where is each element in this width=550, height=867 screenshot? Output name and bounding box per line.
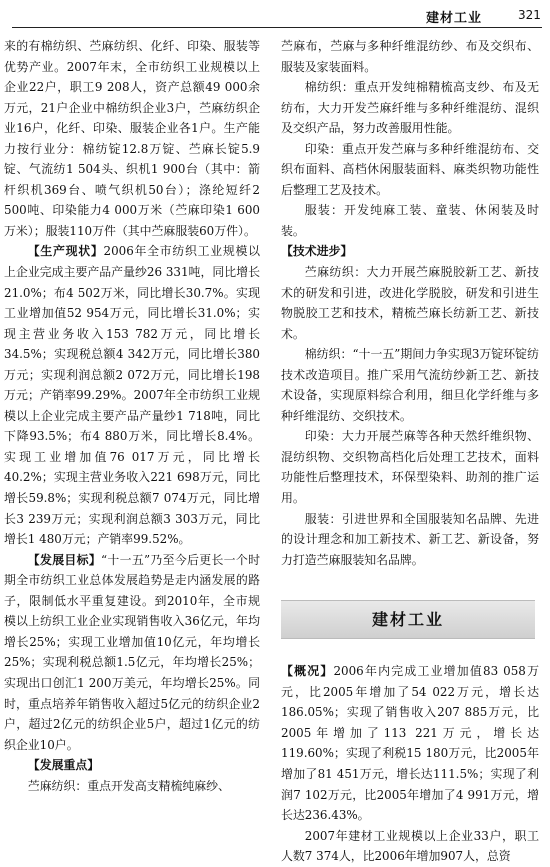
section-title-building-materials: 建材工业 [281,600,535,639]
paragraph-development-goals [4,550,260,755]
heading-tech-progress: 【技术进步】 [281,244,353,259]
paragraph-tech-cotton: 棉纺织：“十一五”期间力争实现3万锭环锭纺技术改造项目。推广采用气流纺纱新工艺、新技术设备，实现原料综合利用，细旦化学纤维与多种纤维混纺、交织技术。 [281,347,539,423]
paragraph-building-overview [281,661,539,825]
paragraph-ramie-continued: 苎麻布，苎麻与多种纤维混纺纱、布及交织布、服装及家装面料。 [281,39,539,74]
paragraph-tech-printing: 印染：大力开展苎麻等各种天然纤维织物、混纺织物、交织物高档化后处理工艺技术，面料功能性后整理技术，环保型染料、助剂的推广运用。 [281,429,539,506]
left-column [4,36,260,796]
paragraph-tech-garments: 服装：引进世界和全国服装知名品牌、先进的设计理念和加工新技术、新工艺、新设备，努力打造苎麻服装知名品牌。 [281,511,539,567]
paragraph-development-focus-heading [4,755,260,776]
paragraph-printing-dyeing: 印染：重点开发苎麻与多种纤维混纺布、交织布面料、高档休闲服装面料、麻类织物功能性后整理工艺及技术。 [281,141,539,197]
paragraph-cotton-textile: 棉纺织：重点开发纯棉精梳高支纱、布及无纺布，大力开发苎麻纤维与多种纤维混纺、混织及交织产品，努力改善服用性能。 [281,80,539,136]
running-title: 建材工业 [426,11,483,26]
paragraph-garments: 服装：开发纯麻工装、童装、休闲装及时装。 [281,203,539,238]
paragraph-ramie-textile: 苎麻纺织：重点开发高支精梳纯麻纱、 [27,778,230,793]
heading-production-status: 【生产现状】 [27,244,104,259]
building-overview-text: 2006年内完成工业增加值83 058万元，比2005年增加了54 022万元，增长达186.05%；实现了销售收入207 885万元，比2005年增加了113 221万元，增长达119.60%；实现了利税15 180万元，比2005年增加了81 451万元，增长达111.5%；实现了利润7 102万元，比2005年增加了4 991万元，增长达236.43%。 [281,664,539,823]
paragraph-tech-progress-heading [281,241,539,262]
paragraph-production-status [4,241,260,549]
paragraph-building-2007: 2007年建材工业规模以上企业33户，职工人数7 374人，比2006年增加907人，总资 [281,828,539,864]
paragraph-tech-ramie: 苎麻纺织：大力开展苎麻脱胶新工艺、新技术的研发和引进，改进化学脱胶，研发和引进生物脱胶工艺和技术，精梳苎麻长纺新工艺、新技术。 [281,265,539,341]
production-status-text: 2006年全市纺织工业规模以上企业完成主要产品产量纱26 331吨，同比增长21.0%；布4 502万米，同比增长30.7%。实现工业增加值52 954万元，同比增长31.0%；实现主营业务收入153 782万元，同比增长34.5%；实现税总额4 342万元，同比增长380万元；实现利润总额2 072万元，同比增长198万元；产销率99.29%。2007年全市纺织工业规模以上企业完成主要产品产量纱1 718吨，同比下降93.5%；布4 880万米，同比增长8.4%。实现工业增加值76 017万元，同比增长40.2%；实现主营业务收入221 698万元，同比增长59.8%；实现利税总额7 074万元，同比增长3 239万元；实现利润总额3 303万元，同比增长1 480万元；产销率99.52%。 [4,244,260,547]
page-number: 321 [518,8,541,22]
heading-development-goals: 【发展目标】 [27,552,102,567]
heading-development-focus: 【发展重点】 [27,758,100,773]
development-goals-text: “十一五”乃至今后更长一个时期全市纺织工业总体发展趋势是走内涵发展的路子，限制低水平重复建设。到2010年，全市规模以上纺织工业企业实现销售收入36亿元，年均增长25%；实现工业增加值10亿元，年均增长25%；实现利税总额1.5亿元，年均增长25%；实现出口创汇1 200万美元，年均增长25%。同时，重点培养年销售收入超过5亿元的纺织企业2户，超过2亿元的纺织企业5户，超过1亿元的纺织企业10户。 [4,552,260,752]
right-column [281,36,539,867]
paragraph-overview-continued: 来的有棉纺织、苎麻纺织、化纤、印染、服装等优势产业。2007年末，全市纺织工业规模以上企业22户，职工9 208人，资产总额49 000余万元，21户企业中棉纺织企业3户，苎麻纺织企业16户，化纤、印染、服装企业各1户。生产能力按行业分：棉纺锭12.8万锭、苎麻长锭5.9锭、气流纺1 504头、织机1 900台（其中：箭杆织机369台、喷气织机50台）；涤纶短纤2 500吨、印染能力4 000万米（苎麻印染1 600万米）；服装110万件（其中苎麻服装60万件）。 [4,39,260,238]
heading-overview: 【概况】 [281,664,334,679]
header-rule [12,27,542,28]
page-header [0,0,550,30]
